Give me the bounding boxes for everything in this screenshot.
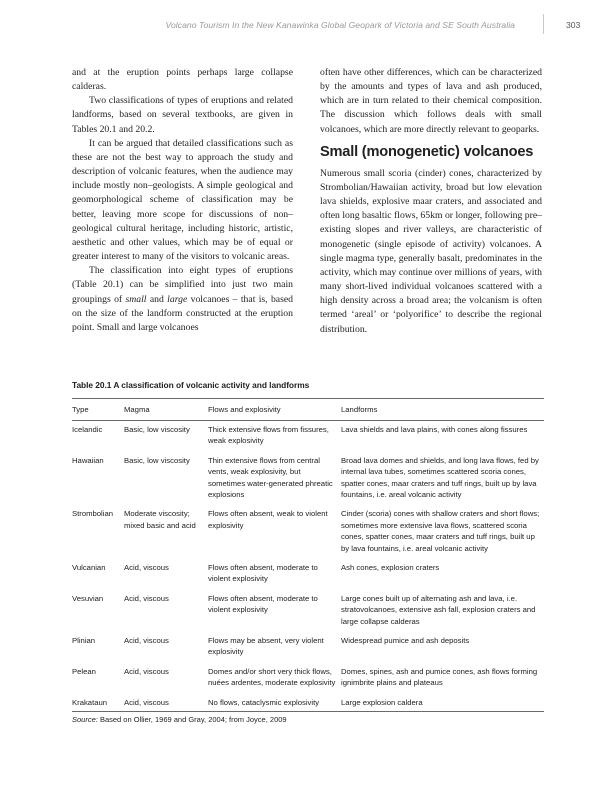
- page-number: 303: [566, 20, 581, 30]
- paragraph: and at the eruption points perhaps large collapse calderas.: [72, 67, 293, 93]
- header-type: Type: [72, 399, 124, 421]
- classification-table: [72, 398, 544, 712]
- table-header-row: [72, 399, 544, 421]
- paragraph: It can be argued that detailed classifications such as these are not the best way to approach the study and description of volcanic features, when the audience may include mostly non–geologists. A simple geological and geomorphological scheme of classification may be better, leaving more scope for discussions of non–geological cultural heritage, including historic, artistic, aesthetic and other values, which may be of equal or greater interest to many of the visitors to volcanic areas.: [72, 137, 293, 263]
- table-cell: Flows often absent, weak to violent explosivity: [208, 509, 328, 530]
- table-cell: Flows often absent, moderate to violent explosivity: [208, 593, 318, 615]
- table-cell: Hawaiian: [72, 455, 104, 465]
- table-20-1: [72, 380, 544, 724]
- section-heading: Small (monogenetic) volcanoes: [320, 143, 534, 160]
- table-cell: Strombolian: [72, 509, 114, 519]
- table-cell: Large cones built up of alternating ash and lava, i.e. stratovolcanoes, extensive ash fall, explosion craters and large collapse calderas: [341, 593, 536, 626]
- table-caption: Table 20.1 A classification of volcanic activity and landforms: [72, 380, 310, 390]
- table-cell: Pelean: [72, 666, 96, 676]
- table-cell: Basic, low viscosity: [124, 424, 190, 434]
- table-row: [72, 694, 544, 711]
- header-flows: Flows and explosivity: [208, 399, 341, 421]
- table-cell: Basic, low viscosity: [124, 455, 190, 465]
- table-row: [72, 421, 544, 452]
- table-cell: Plinian: [72, 636, 96, 645]
- header-divider: [543, 14, 544, 34]
- table-cell: Acid, viscous: [124, 666, 169, 676]
- table-row: [72, 663, 544, 694]
- table-cell: Acid, viscous: [124, 636, 169, 645]
- table-source-note: Source: Based on Ollier, 1969 and Gray, 2004; from Joyce, 2009: [72, 715, 287, 725]
- table-cell: Acid, viscous: [124, 562, 169, 572]
- table-cell: Large explosion caldera: [341, 694, 544, 711]
- paragraph: The classification into eight types of eruptions (Table 20.1) can be simplified into just two main groupings of small and large volcanoes – that is, based on the size of the landform constructed at the eruption point. Small and large volcanoes: [72, 265, 293, 333]
- table-cell: Domes, spines, ash and pumice cones, ash flows forming ignimbrite plains and plateaus: [341, 666, 538, 688]
- right-column: [320, 66, 542, 337]
- table-cell: Widespread pumice and ash deposits: [341, 636, 470, 645]
- table-cell: Domes and/or short very thick flows, nuées ardentes, moderate explosivity: [208, 666, 336, 688]
- paragraph: Two classifications of types of eruptions and related landforms, based on several textbooks, are given in Tables 20.1 and 20.2.: [72, 95, 293, 135]
- table-cell: Acid, viscous: [124, 694, 208, 711]
- table-row: [72, 559, 544, 590]
- header-landforms: Landforms: [341, 399, 544, 421]
- table-cell: Cinder (scoria) cones with shallow craters and short flows; sometimes more extensive lava flows, scattered scoria cones, spatter cones, maar craters and tuff rings, built up by lava fountains, i.e. areal volcanic activity: [341, 509, 540, 553]
- table-cell: Thin extensive flows from central vents, weak explosivity, but sometimes water-generated phreatic explosions: [208, 455, 333, 499]
- table-cell: Lava shields and lava plains, with cones along fissures: [341, 424, 528, 434]
- table-row: [72, 590, 544, 632]
- table-cell: Broad lava domes and shields, and long lava flows, fed by internal lava tubes, sometimes scattered scoria cones, spatter cones, maar craters and tuff rings, built up by lava fountains, i.e. areal volcanic activity: [341, 455, 539, 499]
- table-cell: No flows, cataclysmic explosivity: [208, 694, 341, 711]
- table-cell: Flows may be absent, very violent explosivity: [208, 636, 324, 657]
- table-cell: Moderate viscosity; mixed basic and acid: [124, 509, 196, 530]
- table-cell: Vesuvian: [72, 593, 104, 603]
- table-cell: Acid, viscous: [124, 593, 169, 603]
- table-row: [72, 452, 544, 506]
- table-cell: Vulcanian: [72, 562, 106, 572]
- table-cell: Icelandic: [72, 424, 103, 434]
- table-row: [72, 506, 544, 560]
- table-cell: Krakataun: [72, 694, 124, 711]
- running-head: Volcano Tourism In the New Kanawinka Global Geopark of Victoria and SE South Australia: [165, 20, 515, 30]
- table-cell: Thick extensive flows from fissures, weak explosivity: [208, 424, 329, 446]
- table-cell: Flows often absent, moderate to violent explosivity: [208, 562, 318, 584]
- paragraph: Numerous small scoria (cinder) cones, characterized by Strombolian/Hawaiian activity, broad but low elevation lava shields, explosive maar craters, and associated and often long basaltic flows, 65km or longer, following pre–existing slopes and river valleys, are characteristic of monogenetic (single episode of activity) volcanoes. A single magma type, generally basalt, predominates in the activity, which may continue over millions of years, with many short-lived individual volcanoes scattered with a high density across a broad area; the volcanism is often termed ‘areal’ or ‘polyorifice’ to describe the regional distribution.: [320, 167, 542, 335]
- paragraph: often have other differences, which can be characterized by the amounts and types of lava and ash produced, which are in turn related to their chemical composition. The discussion which follows deals with small volcanoes, which are more directly relevant to geoparks.: [320, 67, 542, 135]
- left-column: [72, 66, 293, 335]
- table-cell: Ash cones, explosion craters: [341, 562, 440, 572]
- header-magma: Magma: [124, 399, 208, 421]
- table-row: [72, 633, 544, 664]
